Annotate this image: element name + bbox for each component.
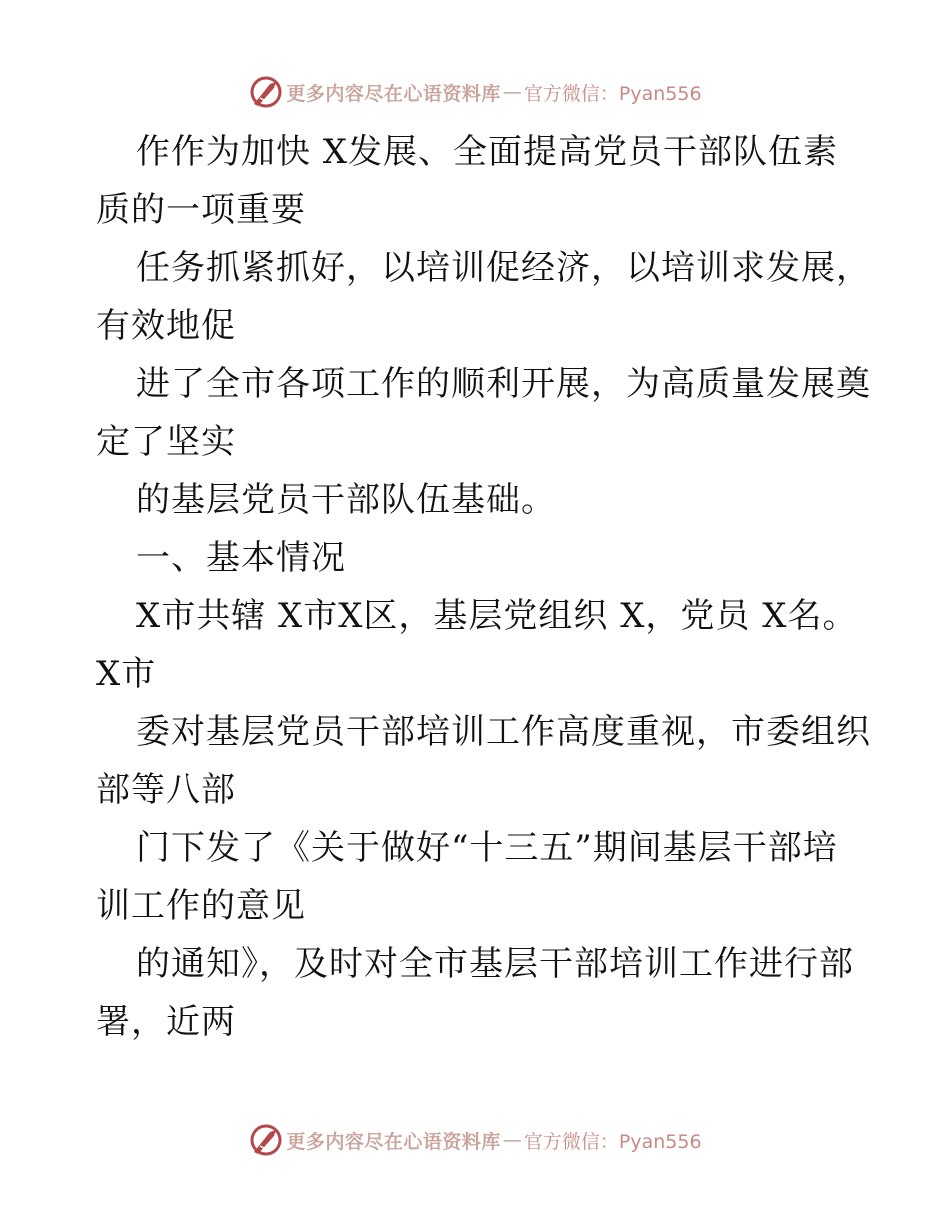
watermark-text: 更多内容尽在心语资料库 xyxy=(286,1130,501,1153)
text-line: 定了坚实 xyxy=(96,422,236,462)
text-line: 部等八部 xyxy=(96,770,236,810)
document-body xyxy=(96,123,871,1051)
text-line: 的基层党员干部队伍基础。 xyxy=(136,480,556,520)
watermark-text: 更多内容尽在心语资料库 xyxy=(286,82,501,105)
header-watermark xyxy=(0,72,950,112)
text-line: 署，近两 xyxy=(96,1002,236,1042)
watermark-contact: 官方微信：Pyan556 xyxy=(523,82,702,105)
pen-logo-icon xyxy=(248,1122,284,1158)
section-heading: 一、基本情况 xyxy=(136,538,346,578)
text-line: X市 xyxy=(96,654,157,694)
watermark-contact: 官方微信：Pyan556 xyxy=(523,1130,702,1153)
text-line: 进了全市各项工作的顺利开展，为高质量发展奠 xyxy=(136,364,871,404)
text-line: 有效地促 xyxy=(96,306,236,346)
text-line: 作作为加快 X发展、全面提高党员干部队伍素 xyxy=(136,132,839,172)
text-line: 质的一项重要 xyxy=(96,190,306,230)
footer-watermark xyxy=(0,1120,950,1160)
text-line: X市共辖 X市X区，基层党组织 X，党员 X名。 xyxy=(136,596,858,636)
text-line: 训工作的意见 xyxy=(96,886,306,926)
watermark-separator: — xyxy=(502,1129,522,1151)
text-line: 门下发了《关于做好“十三五”期间基层干部培 xyxy=(136,828,838,868)
text-line: 任务抓紧抓好，以培训促经济，以培训求发展， xyxy=(136,248,871,288)
text-line: 的通知》，及时对全市基层干部培训工作进行部 xyxy=(136,944,854,984)
watermark-separator: — xyxy=(502,81,522,103)
pen-logo-icon xyxy=(248,74,284,110)
text-line: 委对基层党员干部培训工作高度重视，市委组织 xyxy=(136,712,871,752)
